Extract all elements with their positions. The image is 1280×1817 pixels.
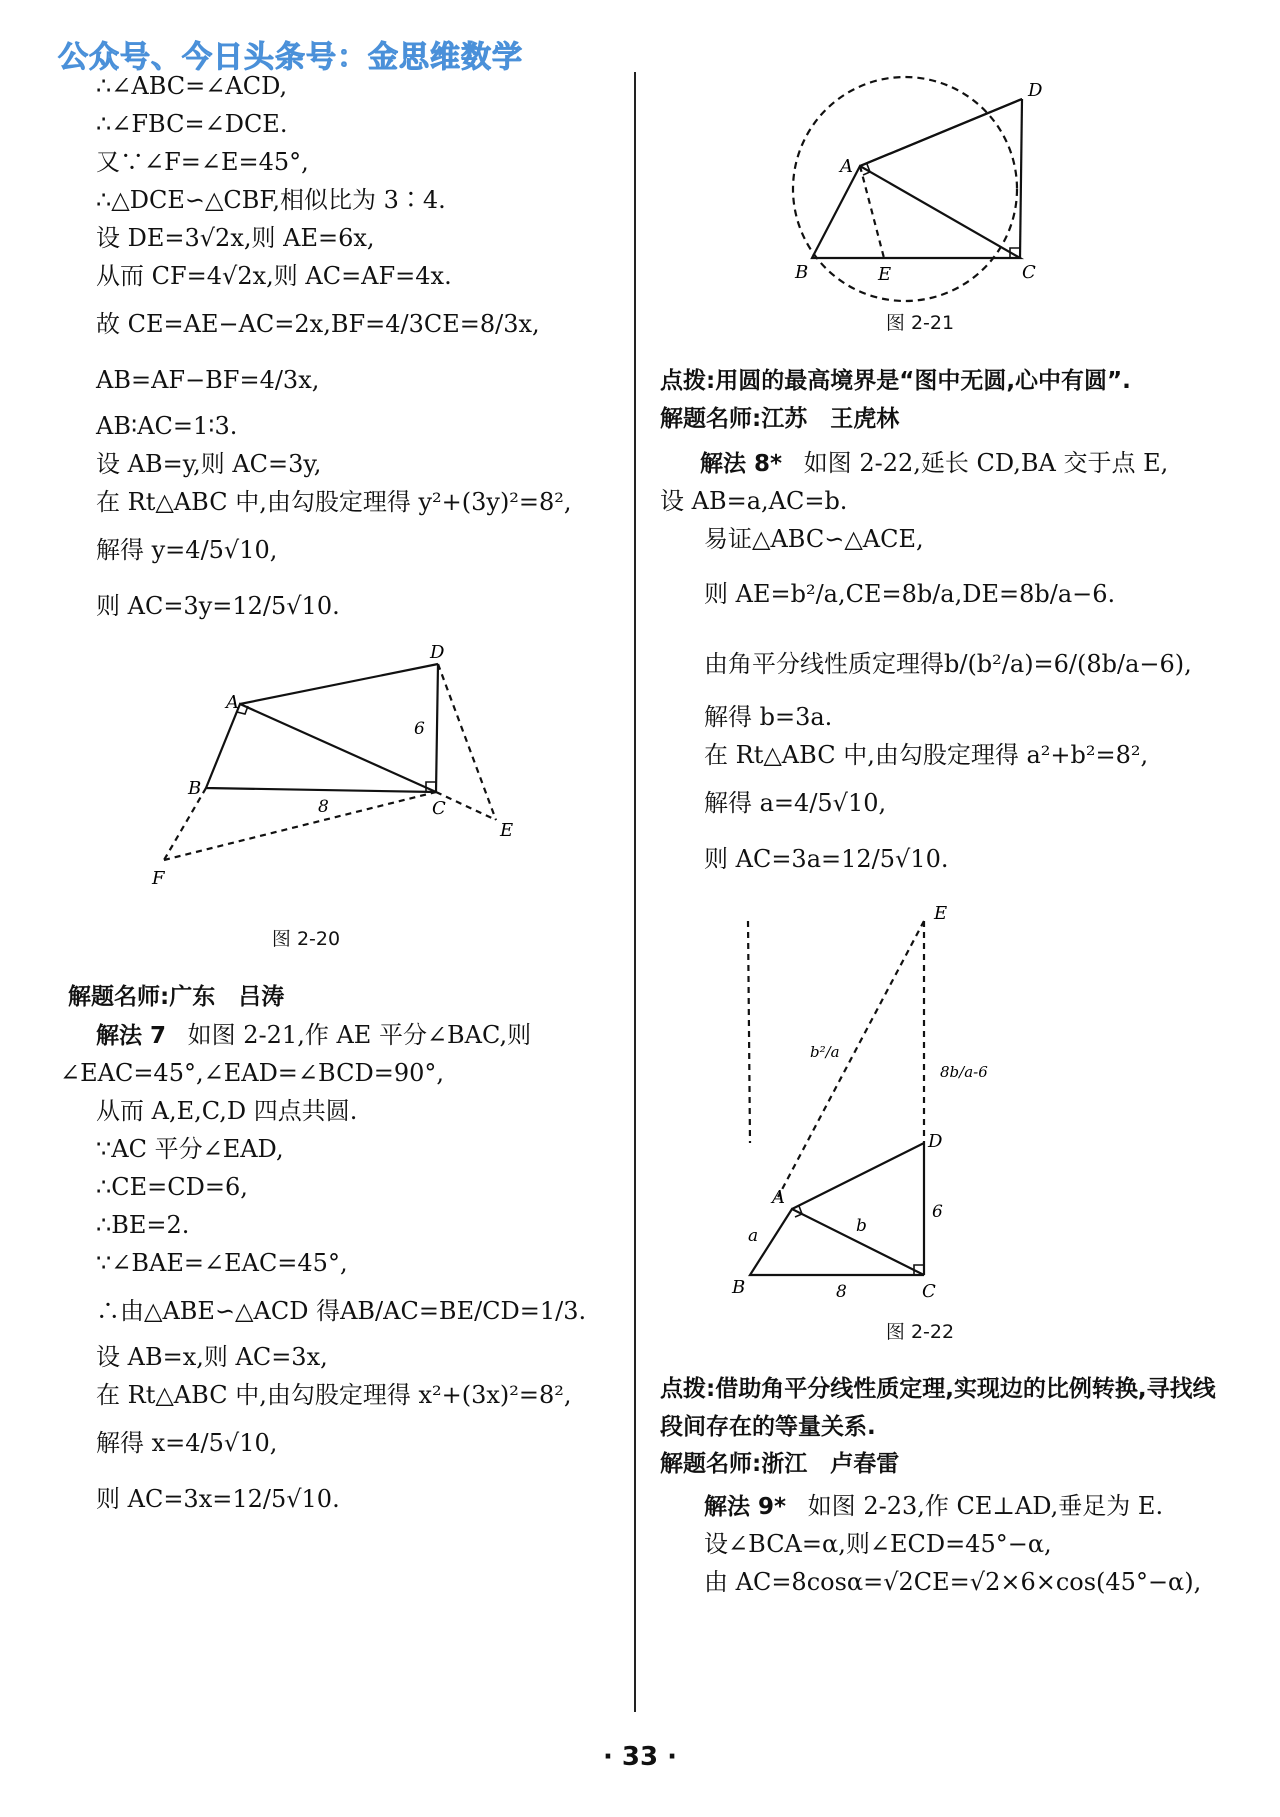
label-len-8: 8: [318, 797, 329, 817]
figure-2-22-diagram: [660, 897, 1260, 1317]
text-line: 解得 x=4/5√10,: [96, 1429, 278, 1457]
label-a: A: [772, 1187, 785, 1208]
label-a: A: [226, 692, 239, 713]
tip-1: 点拨:用圆的最高境界是“图中无圆,心中有圆”.: [660, 368, 1131, 394]
label-d: D: [928, 1131, 943, 1152]
text-line: ∴CE=CD=6,: [96, 1173, 248, 1201]
text-line: 在 Rt△ABC 中,由勾股定理得 x²+(3x)²=8²,: [96, 1381, 572, 1409]
segment-ae: [860, 166, 884, 258]
label-d: D: [1028, 80, 1043, 101]
text-line: 设 AB=x,则 AC=3x,: [96, 1343, 328, 1371]
label-e: E: [934, 903, 948, 924]
text-line: 设 DE=3√2x,则 AE=6x,: [96, 224, 375, 252]
solution-9-title: 解法 9*: [704, 1494, 787, 1520]
text-line: 解得 y=4/5√10,: [96, 536, 278, 564]
solution-8-first-line: [660, 445, 1260, 483]
label-b: B: [188, 778, 202, 799]
text-line: 又∵∠F=∠E=45°,: [96, 148, 309, 176]
solution-7-first-line: [96, 1017, 636, 1055]
label-c: C: [1022, 262, 1036, 283]
label-len-6: 6: [414, 719, 425, 739]
text-line: 如图 2-22,延长 CD,BA 交于点 E,: [803, 449, 1169, 477]
text-line: 则 AC=3y=12/5√10.: [96, 592, 340, 620]
segment-fc: [164, 792, 436, 860]
label-side-b: b: [856, 1216, 867, 1236]
label-c: C: [922, 1281, 936, 1302]
text-line: AB∶AC=1∶3.: [96, 412, 238, 440]
text-line: ∴∠FBC=∠DCE.: [96, 110, 288, 138]
text-line: ∵∠BAE=∠EAC=45°,: [96, 1249, 348, 1277]
label-len-8: 8: [836, 1282, 847, 1302]
segment-dc: [436, 664, 438, 792]
text-line: 在 Rt△ABC 中,由勾股定理得 y²+(3y)²=8²,: [96, 488, 572, 516]
left-column: [60, 68, 636, 1527]
text-line: 故 CE=AE−AC=2x,BF=4/3CE=8/3x,: [96, 310, 540, 338]
label-side-a: a: [748, 1226, 759, 1246]
triangle-abc: [750, 1209, 924, 1275]
figure-2-22-caption: 图 2-22: [885, 1321, 955, 1343]
figure-2-20-diagram: [96, 634, 636, 924]
text-line: 则 AC=3x=12/5√10.: [96, 1485, 340, 1513]
text-line: 如图 2-23,作 CE⊥AD,垂足为 E.: [807, 1492, 1164, 1520]
text-line: ∴由△ABE∽△ACD 得AB/AC=BE/CD=1/3.: [96, 1297, 587, 1325]
solution-8-title: 解法 8*: [700, 451, 783, 477]
text-line: 易证△ABC∽△ACE,: [704, 525, 924, 553]
text-line: AB=AF−BF=4/3x,: [96, 366, 320, 394]
figure-2-21-caption: 图 2-21: [885, 312, 955, 334]
text-line: 设∠BCA=α,则∠ECD=45°−α,: [704, 1530, 1052, 1558]
tip-2-line-1: 点拨:借助角平分线性质定理,实现边的比例转换,寻找线段间存在的等量关系.: [660, 1376, 1216, 1440]
text-line: 设 AB=y,则 AC=3y,: [96, 450, 322, 478]
figure-2-21: [660, 68, 1260, 308]
label-e: E: [878, 264, 892, 285]
figure-2-22: [660, 897, 1260, 1317]
watermark: 公众号、今日头条号：金思维数学: [58, 40, 523, 75]
teacher-credit: 解题名师:江苏 王虎林: [660, 406, 900, 432]
text-line: ∴∠ABC=∠ACD,: [96, 72, 288, 100]
triangle-abc: [206, 704, 436, 792]
figure-2-20-caption: 图 2-20: [271, 928, 341, 950]
text-line: 则 AE=b²/a,CE=8b/a,DE=8b/a−6.: [704, 580, 1116, 608]
segment-ad: [240, 664, 438, 704]
segment-dc: [1020, 99, 1022, 258]
circle-aecd: [793, 77, 1017, 301]
page-number: · 33 ·: [602, 1742, 678, 1772]
segment-ad: [792, 1143, 924, 1209]
text-line: 解得 b=3a.: [704, 703, 833, 731]
text-line: 设 AB=a,AC=b.: [660, 487, 848, 515]
label-c: C: [432, 798, 446, 819]
segment-ad-2: [860, 99, 1022, 166]
label-len-6: 6: [932, 1202, 943, 1222]
segment-ea: [778, 921, 924, 1197]
text-line: ∵AC 平分∠EAD,: [96, 1135, 284, 1163]
text-line: 从而 CF=4√2x,则 AC=AF=4x.: [96, 262, 452, 290]
text-line: 由 AC=8cosα=√2CE=√2×6×cos(45°−α),: [704, 1568, 1202, 1596]
text-line: ∠EAC=45°,∠EAD=∠BCD=90°,: [60, 1059, 444, 1087]
text-line: 则 AC=3a=12/5√10.: [704, 845, 949, 873]
text-line: 从而 A,E,C,D 四点共圆.: [96, 1097, 358, 1125]
label-e: E: [500, 820, 514, 841]
text-line: 由角平分线性质定理得b/(b²/a)=6/(8b/a−6),: [704, 650, 1192, 678]
text-line: ∴BE=2.: [96, 1211, 190, 1239]
label-a: A: [840, 156, 853, 177]
segment-ed: [748, 921, 750, 1143]
figure-2-20: [96, 634, 636, 924]
text-line: 解得 a=4/5√10,: [704, 789, 887, 817]
text-line: 在 Rt△ABC 中,由勾股定理得 a²+b²=8²,: [704, 741, 1149, 769]
text-line: ∴△DCE∽△CBF,相似比为 3∶4.: [96, 186, 446, 214]
solution-9-first-line: [660, 1488, 1260, 1526]
figure-2-21-diagram: [660, 68, 1260, 308]
teacher-credit: 解题名师:广东 吕涛: [68, 984, 285, 1010]
teacher-credit: 解题名师:浙江 卢春雷: [660, 1451, 900, 1477]
solution-7-title: 解法 7: [96, 1023, 167, 1049]
label-b: B: [732, 1277, 746, 1298]
text-line: 如图 2-21,作 AE 平分∠BAC,则: [187, 1021, 532, 1049]
label-d: D: [430, 642, 445, 663]
label-ae: b²/a: [810, 1043, 840, 1061]
label-f: F: [152, 868, 165, 889]
triangle-abc: [812, 166, 1020, 258]
label-b: B: [795, 262, 809, 283]
right-column: [660, 68, 1260, 1602]
label-de: 8b/a-6: [940, 1063, 988, 1081]
